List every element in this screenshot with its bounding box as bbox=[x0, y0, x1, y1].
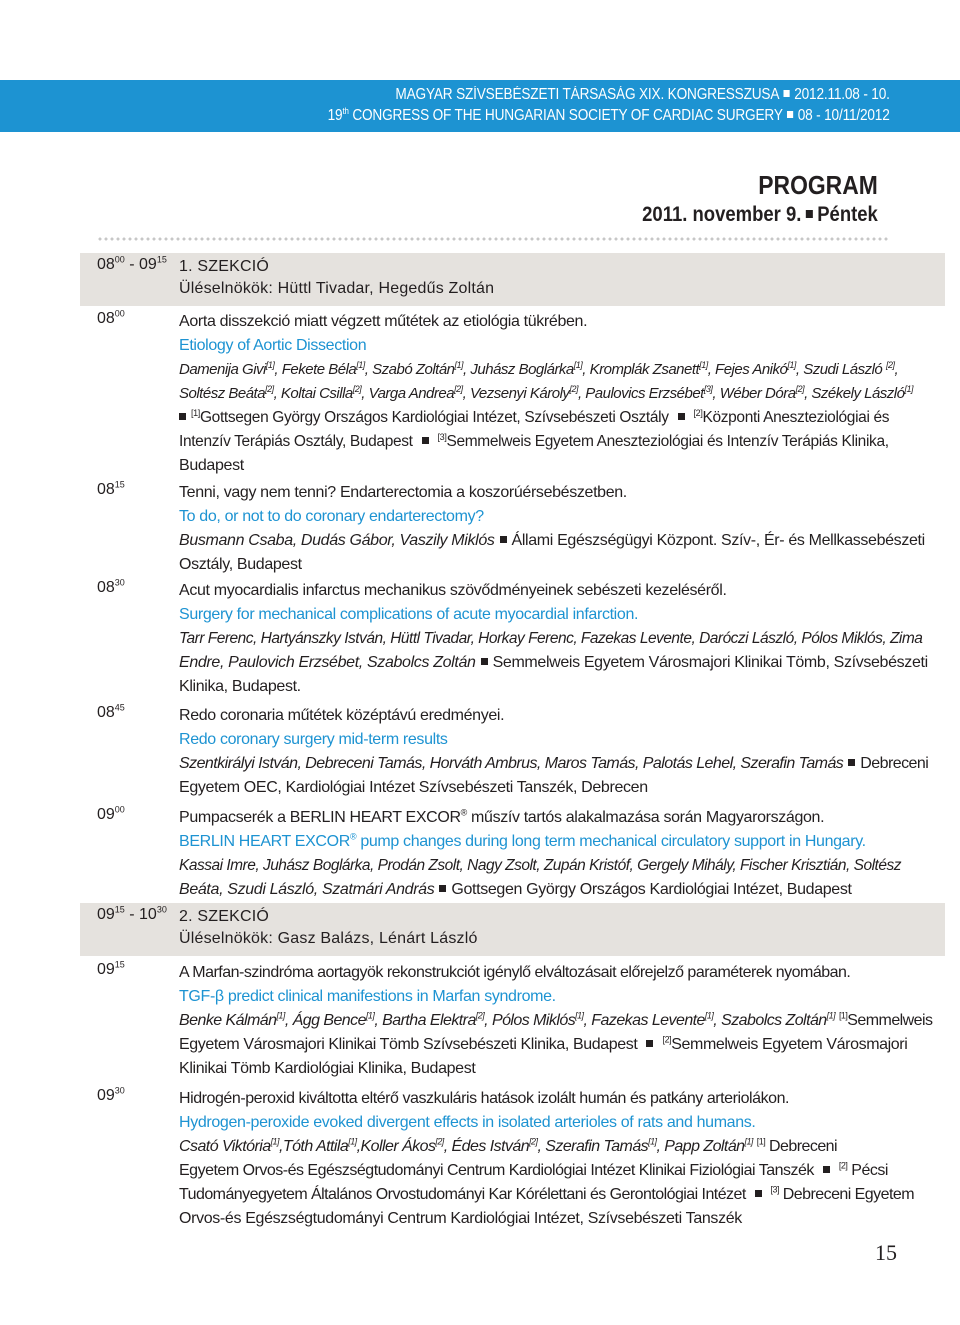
bullet-square-icon bbox=[500, 536, 507, 543]
talk-3-time: $08^{30}$ bbox=[97, 577, 125, 596]
header-line-english bbox=[328, 107, 890, 125]
talk-3-authors: Endre, Paulovich Erzsébet, Szabolcs Zoltán bbox=[179, 654, 476, 671]
header-ordinal: th bbox=[342, 105, 350, 116]
talk-6-affiliation-line2: Egyetem Városmajori Klinikai Tömb Szívsebészeti Klinika, Budapest [2]Semmelweis Egyetem Városmajori bbox=[179, 1034, 908, 1053]
bullet-square-icon bbox=[823, 1166, 830, 1173]
talk-6-content bbox=[179, 961, 933, 1081]
talk-6-title-en: TGF-β predict clinical manifestions in Marfan syndrome. bbox=[179, 988, 556, 1005]
talk-5-time: $09^{00}$ bbox=[97, 804, 125, 823]
talk-1-affiliation-line2: Intenzív Terápiás Osztály, Budapest [3]Semmelweis Egyetem Aneszteziológiai és Intenzív Terápiás Klinika, bbox=[179, 431, 889, 450]
talk-3-affiliation: Semmelweis Egyetem Városmajori Klinikai Tömb, Szívsebészeti bbox=[492, 654, 928, 671]
talk-7-affiliation: [1] Debreceni bbox=[756, 1136, 838, 1155]
talk-3-title-en: Surgery for mechanical complications of acute myocardial infarction. bbox=[179, 606, 639, 623]
talk-2-affiliation: Állami Egészségügyi Központ. Szív-, Ér- és Mellkassebészeti bbox=[511, 532, 925, 549]
page-number: 15 bbox=[875, 1240, 897, 1265]
talk-6-affiliation: [1]Semmelweis bbox=[838, 1010, 933, 1029]
talk-6-time: $09^{15}$ bbox=[97, 959, 125, 978]
talk-2-title-hu: Tenni, vagy nem tenni? Endarterectomia a koszorúérsebészetben. bbox=[179, 484, 627, 501]
bullet-square-icon bbox=[439, 885, 446, 892]
talk-6-title-hu: A Marfan-szindróma aortagyök rekonstrukciót igénylő elváltozásait előrejelző paraméterek nyomában. bbox=[179, 964, 851, 981]
bullet-square-icon bbox=[806, 210, 813, 218]
header-congress-hu: MAGYAR SZÍVSEBÉSZETI TÁRSASÁG XIX. KONGRESSZUSA bbox=[395, 86, 780, 103]
talk-4-content bbox=[179, 704, 929, 800]
date-text: 2011. november 9. bbox=[642, 203, 802, 226]
header-line-hungarian bbox=[396, 86, 890, 104]
talk-2-time: $08^{15}$ bbox=[97, 479, 125, 498]
talk-1-affiliation-line1: [1]Gottsegen György Országos Kardiológiai Intézet, Szívsebészeti Osztály [2]Központi Aneszteziológiai és bbox=[179, 406, 879, 430]
header-dates-en: 08 - 10/11/2012 bbox=[798, 107, 890, 124]
bullet-square-icon bbox=[481, 658, 488, 665]
talk-2-affiliation-line2: Osztály, Budapest bbox=[179, 556, 302, 573]
session-1-title: 1. SZEKCIÓ bbox=[179, 258, 270, 275]
talk-5-title-hu: Pumpacserék a BERLIN HEART EXCOR® műszív tartós alakalmazása során Magyarországon. bbox=[179, 807, 825, 826]
talk-4-title-hu: Redo coronaria műtétek középtávú eredményei. bbox=[179, 707, 505, 724]
talk-6-affiliation-line3: Klinikai Tömb Kardiológiai Klinika, Budapest bbox=[179, 1060, 476, 1077]
talk-7-affiliation-line4: Orvos-és Egészségtudományi Centrum Kardiológiai Intézet, Szívsebészeti Tanszék bbox=[179, 1210, 742, 1227]
talk-3-authors-line2 bbox=[179, 651, 928, 675]
header-dates-hu: 2012.11.08 - 10. bbox=[794, 86, 890, 103]
talk-6-authors: Benke Kálmán[1], Ágg Bence[1], Bartha Elektra[2], Pólos Miklós[1], Fazekas Levente[1], Szabolcs Zoltán[1] bbox=[179, 1010, 836, 1029]
talk-1-authors-line1: Damenija Givi[1], Fekete Béla[1], Szabó Zoltán[1], Juhász Boglárka[1], Kromplák Zsanett[1], Fejes Anikó[1], Szudi László [2], bbox=[179, 360, 899, 378]
talk-7-title-en: Hydrogen-peroxide evoked divergent effects in isolated arterioles of rats and humans. bbox=[179, 1114, 756, 1131]
talk-3-affiliation-line2: Klinika, Budapest. bbox=[179, 678, 301, 695]
talk-3-authors-line1: Tarr Ferenc, Hartyánszky István, Hüttl Tivadar, Horkay Ferenc, Fazekas Levente, Daróczi László, Pólos Miklós, Zima bbox=[179, 630, 923, 647]
bullet-square-icon bbox=[788, 111, 794, 118]
program-title: PROGRAM bbox=[758, 170, 878, 200]
session-2-chairs: Üléselnökök: Gasz Balázs, Lénárt László bbox=[179, 930, 478, 947]
talk-5-affiliation: Gottsegen György Országos Kardiológiai Intézet, Budapest bbox=[451, 881, 852, 898]
talk-5-authors: Beáta, Szudi László, Szatmári András bbox=[179, 881, 435, 898]
day-text: Péntek bbox=[817, 203, 878, 226]
bullet-square-icon bbox=[678, 413, 685, 420]
talk-1-authors-line2: Soltész Beáta[2], Koltai Csilla[2], Varga Andrea[2], Vezsenyi Károly[2], Paulovics Erzsébet[3], Wéber Dóra[2], Székely László[1] bbox=[179, 384, 913, 402]
talk-5-content bbox=[179, 806, 901, 902]
talk-1-affiliation-line3: Budapest bbox=[179, 457, 244, 474]
header-band bbox=[0, 80, 960, 132]
talk-3-content bbox=[179, 579, 928, 699]
talk-7-time: $09^{30}$ bbox=[97, 1085, 125, 1104]
session-1-time: $08^{00} - 09^{15}$ bbox=[97, 254, 167, 273]
talk-2-authors-line bbox=[179, 529, 925, 553]
talk-2-authors: Busmann Csaba, Dudás Gábor, Vaszily Miklós bbox=[179, 532, 495, 549]
bullet-square-icon bbox=[848, 759, 855, 766]
talk-7-title-hu: Hidrogén-peroxid kiváltotta eltérő vaszkuláris hatások izolált humán és patkány arteriolákon. bbox=[179, 1090, 790, 1107]
talk-5-authors-line1: Kassai Imre, Juhász Boglárka, Prodán Zsolt, Nagy Zsolt, Zupán Kristóf, Gergely Mihály, Fischer Krisztián, Soltész bbox=[179, 857, 901, 874]
talk-1-title-en: Etiology of Aortic Dissection bbox=[179, 337, 367, 354]
talk-2-content bbox=[179, 481, 925, 577]
program-date bbox=[642, 203, 878, 227]
session-1-content bbox=[179, 256, 879, 300]
talk-5-authors-line2 bbox=[179, 878, 879, 902]
talk-6-authors-line bbox=[179, 1009, 933, 1033]
talk-7-affiliation-line3: Tudományegyetem Általános Orvostudományi Kar Kórélettani és Gerontológiai Intézet [3] Debreceni Egyetem bbox=[179, 1184, 914, 1203]
bullet-square-icon bbox=[422, 437, 429, 444]
talk-7-authors: Csató Viktória[1],Tóth Attila[1],Koller Ákos[2], Édes István[2], Szerafin Tamás[1], Papp Zoltán[1] bbox=[179, 1136, 753, 1155]
talk-4-authors-line bbox=[179, 752, 929, 776]
talk-1-content bbox=[179, 310, 913, 478]
bullet-square-icon bbox=[646, 1040, 653, 1047]
session-2-title: 2. SZEKCIÓ bbox=[179, 908, 270, 925]
talk-5-title-en: BERLIN HEART EXCOR® pump changes during long term mechanical circulatory support in Hungary. bbox=[179, 831, 866, 850]
talk-4-time: $08^{45}$ bbox=[97, 702, 125, 721]
talk-2-title-en: To do, or not to do coronary endarterectomy? bbox=[179, 508, 484, 525]
talk-7-content bbox=[179, 1087, 914, 1231]
talk-3-title-hu: Acut myocardialis infarctus mechanikus szövődményeinek sebészeti kezeléséről. bbox=[179, 582, 727, 599]
talk-4-affiliation-line2: Egyetem OEC, Kardiológiai Intézet Szívsebészeti Tanszék, Debrecen bbox=[179, 779, 648, 796]
session-2-content bbox=[179, 906, 879, 950]
bullet-square-icon bbox=[755, 1190, 762, 1197]
talk-7-authors-line bbox=[179, 1135, 879, 1159]
talk-4-affiliation: Debreceni bbox=[860, 755, 929, 772]
talk-4-authors: Szentkirályi István, Debreceni Tamás, Horváth Ambrus, Maros Tamás, Palotás Lehel, Szerafin Tamás bbox=[179, 755, 844, 772]
session-1-chairs: Üléselnökök: Hüttl Tivadar, Hegedűs Zoltán bbox=[179, 280, 495, 297]
dotted-divider bbox=[97, 237, 890, 241]
talk-1-time: $08^{00}$ bbox=[97, 308, 125, 327]
bullet-square-icon bbox=[179, 413, 186, 420]
header-congress-en: CONGRESS OF THE HUNGARIAN SOCIETY OF CARDIAC SURGERY bbox=[349, 107, 784, 124]
talk-1-title-hu: Aorta disszekció miatt végzett műtétek az etiológia tükrében. bbox=[179, 313, 588, 330]
session-2-time: $09^{15} - 10^{30}$ bbox=[97, 904, 167, 923]
header-congress-number: 19 bbox=[327, 107, 343, 124]
talk-4-title-en: Redo coronary surgery mid-term results bbox=[179, 731, 448, 748]
talk-7-affiliation-line2: Egyetem Orvos-és Egészségtudományi Centrum Kardiológiai Intézet Klinikai Fiziológiai Tanszék [2] Pécsi bbox=[179, 1160, 888, 1179]
bullet-square-icon bbox=[784, 90, 790, 97]
